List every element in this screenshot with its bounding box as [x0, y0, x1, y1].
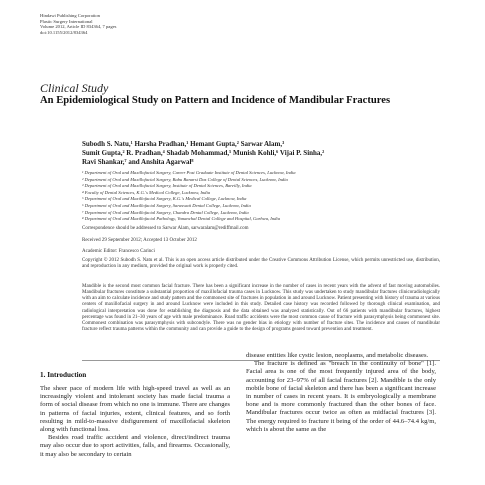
academic-editor: Academic Editor: Francesco Carinci [82, 249, 155, 254]
publisher-info [40, 13, 116, 35]
author-list [82, 140, 422, 168]
affiliation: ⁴ Faculty of Dental Sciences, K.G.'s Medical College, Lucknow, India [82, 189, 211, 195]
paragraph: disease entities like cystic lesion, neoplasms, and metabolic diseases. [246, 352, 429, 359]
affiliations [82, 170, 462, 223]
paragraph: The fracture is defined as "breach in the continuity of bone" [1]. Facial area is one of the most frequently injured area of the body, accounting for 23–97% of all facial fractures [2]. Mandible is the only mobile bone of facial skeleton and there has been a significant increase in number of cases in recent years. It is embryologically a membrane bone and is more commonly fractured than the other bones of face. Mandibular fractures occur twice as often as midfacial fractures [3]. The energy required to fracture it being of the order of 44.6–74.4 kg/m, which is about the same as the [246, 360, 436, 433]
doi: doi:10.1155/2012/834364 [40, 29, 88, 35]
affiliation: ³ Department of Oral and Maxillofacial Surgery, Institute of Dental Sciences, Bareilly, India [82, 183, 252, 189]
received-dates: Received 29 September 2012; Accepted 13 October 2012 [82, 238, 197, 243]
section-heading: 1. Introduction [40, 371, 87, 379]
authors-line: Ravi Shankar,⁷ and Anshita Agarwal⁸ [82, 158, 194, 167]
journal-name: Plastic Surgery International [40, 18, 93, 24]
affiliation: ⁶ Department of Oral and Maxillofacial Surgery, Saraswati Dental College, Lucknow, India [82, 202, 251, 208]
affiliation: ⁸ Department of Oral and Maxillofacial Pathology, Vananchal Dental College and Hospital, Garhwa, India [82, 216, 281, 222]
article-type: Clinical Study [40, 81, 109, 95]
column-left [40, 385, 230, 459]
copyright-notice: Copyright © 2012 Subodh S. Natu et al. This is an open access article distributed under the Creative Commons Attribution License, which permits unrestricted use, distribution, and reproduction in any medium, provided the original work is properly cited. [82, 258, 440, 270]
affiliation: ¹ Department of Oral and Maxillofacial Surgery, Career Post Graduate Institute of Dental Sciences, Lucknow, India [82, 170, 296, 175]
article-title: An Epidemiological Study on Pattern and Incidence of Mandibular Fractures [40, 95, 391, 106]
paragraph: Besides road traffic accident and violence, direct/indirect trauma may also occur due to sport activities, falls, and firearms. Occasionally, it may also be secondary to certain [40, 434, 230, 458]
affiliation: ² Department of Oral and Maxillofacial Surgery, Babu Banarsi Das College of Dental Sciences, Lucknow, India [82, 176, 288, 182]
abstract: Mandible is the second most common facial fracture. There has been a significant increase in the number of cases in recent years with the advent of fast moving automobiles. Mandibular fractures constitute a substantial proportion of maxillofacial trauma cases in Lucknow. This study was undertaken to study mandibular fractures clinicoradiologically with an aim to calculate incidence and study pattern and the commonest site of fractures in population in and around Lucknow. Patient presenting with history of trauma at various centers of maxillofacial surgery in and around Lucknow were included in this study. Detailed case history was recorded followed by thorough clinical examination, and radiological interpretation was done for establishing the diagnosis and the data obtained was analyzed statistically. Out of 66 patients with mandibular fractures, highest percentage was found in 21–30 years of age with male predominance. Road traffic accidents were the most common cause of fracture with parasymphysis being commonest site. Commonest combination was parasymphysis with subcondyle. There was no gender bias in etiology with number of fracture sites. The incidence and causes of mandibular fracture reflect trauma patterns within the community and can provide a guide to the design of programs geared toward prevention and treatment. [82, 284, 440, 333]
paragraph: The sheer pace of modern life with high-speed travel as well as an increasingly violent and intolerant society has made facial trauma a form of social disease from which no one is immune. There are changes in patterns of facial injuries, extent, clinical features, and so forth resulting in mild-to-massive disfigurement of maxillofacial skeleton along with functional loss. [40, 385, 230, 434]
authors-line: Subodh S. Natu,¹ Harsha Pradhan,¹ Hemant Gupta,² Sarwar Alam,³ [82, 140, 285, 148]
authors-line: Sumit Gupta,² R. Pradhan,⁴ Shadab Mohammad,⁵ Munish Kohli,⁶ Vijai P. Sinha,² [82, 149, 325, 158]
volume-info: Volume 2012, Article ID 834364, 7 pages [40, 24, 117, 30]
column-right [246, 352, 436, 434]
affiliation: ⁷ Department of Oral and Maxillofacial Surgery, Chandra Dental College, Lucknow, India [82, 209, 249, 215]
correspondence: Correspondence should be addressed to Sarwar Alam, sarwaralam@rediffmail.com [82, 226, 249, 231]
publisher-name: Hindawi Publishing Corporation [40, 13, 100, 18]
affiliation: ⁵ Department of Oral and Maxillofacial Surgery, K.G.'s Medical College, Lucknow, India [82, 196, 247, 202]
